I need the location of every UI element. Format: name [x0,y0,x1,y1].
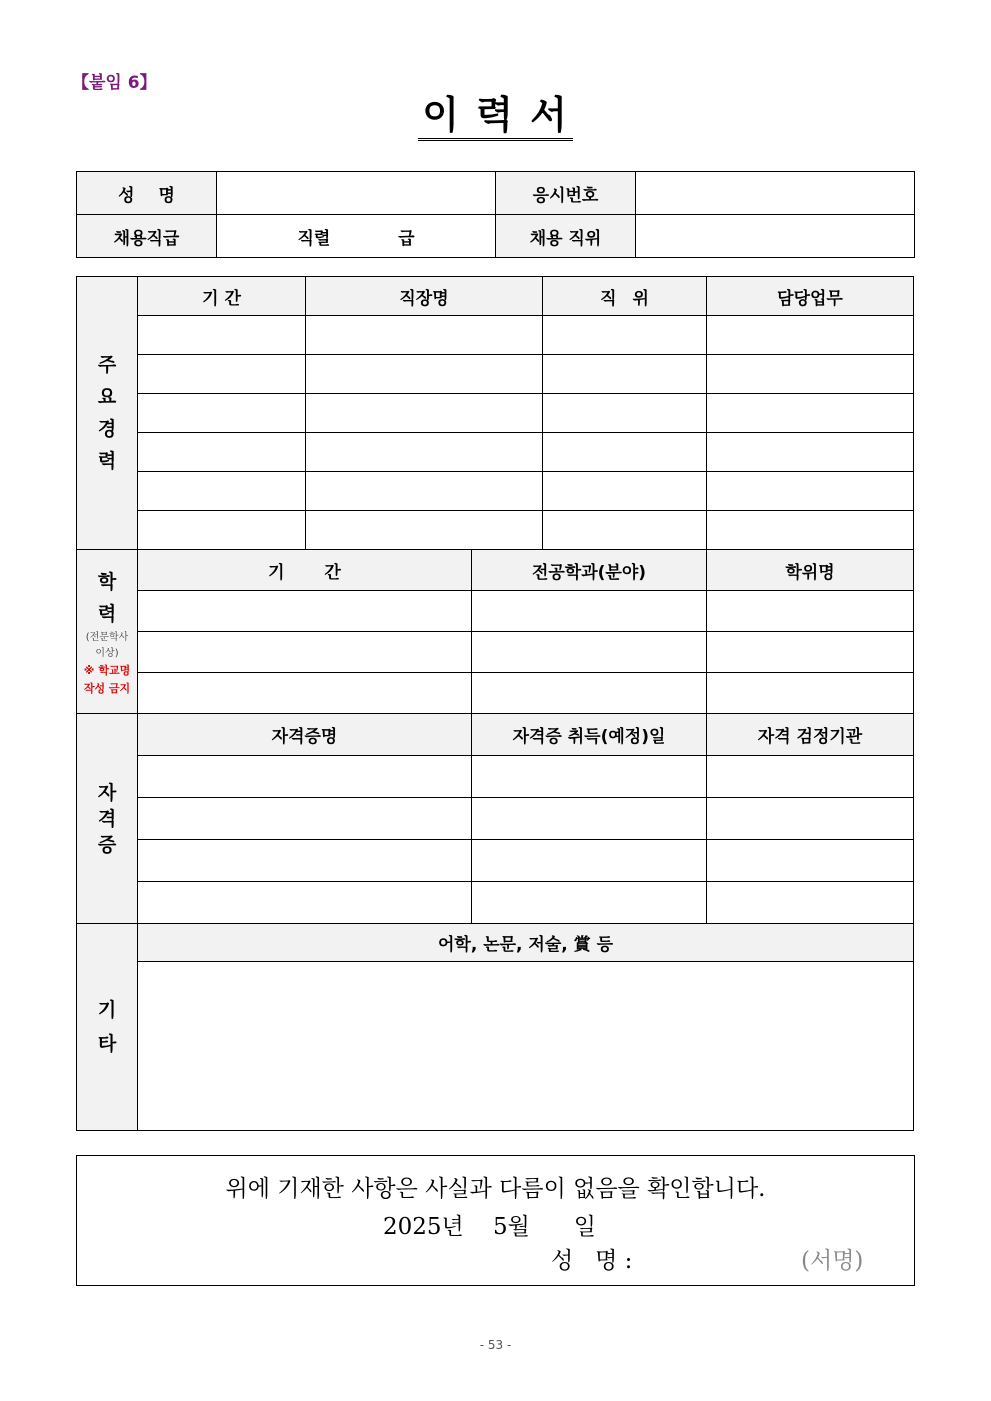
career-side-text: 주요경력 [97,354,117,472]
career-cell[interactable] [306,355,543,394]
certificate-cell[interactable] [472,756,707,798]
career-cell[interactable] [306,511,543,550]
career-cell[interactable] [543,511,707,550]
career-col-position: 직 위 [543,277,707,316]
certificate-cell[interactable] [707,756,914,798]
position-label: 채용 직위 [496,215,636,258]
career-row [77,394,914,433]
career-cell[interactable] [543,316,707,355]
career-cell[interactable] [707,511,914,550]
career-col-duty: 담당업무 [707,277,914,316]
series-grade-field[interactable]: 직렬 급 [217,215,496,258]
confirmation-date: 2025년 5월 일 [383,1214,596,1240]
education-col-major: 전공학과(분야) [472,550,707,591]
career-cell[interactable] [306,316,543,355]
education-col-period: 기 간 [138,550,472,591]
education-section-label [77,550,138,714]
signature-placeholder[interactable]: (서명) [801,1248,864,1274]
education-cell[interactable] [138,591,472,632]
certificate-cell[interactable] [472,882,707,924]
education-cell[interactable] [707,673,914,714]
education-cell[interactable] [707,591,914,632]
certificate-cell[interactable] [138,756,472,798]
certificate-cell[interactable] [707,882,914,924]
career-cell[interactable] [138,511,306,550]
other-section-label [77,924,138,1131]
career-cell[interactable] [707,433,914,472]
confirmation-box [76,1155,915,1286]
certificate-col-agency: 자격 검정기관 [707,714,914,756]
certificate-row [77,756,914,798]
attachment-label: 【붙임 6】 [72,73,157,93]
certificate-cell[interactable] [707,798,914,840]
education-cell[interactable] [472,673,707,714]
education-cell[interactable] [138,673,472,714]
certificate-cell[interactable] [472,840,707,882]
career-cell[interactable] [138,355,306,394]
education-note: (전문학사 이상) [85,631,129,659]
career-col-period: 기 간 [138,277,306,316]
certificate-row [77,882,914,924]
title-text: 이 력 서 [418,92,573,141]
certificate-row [77,798,914,840]
career-cell[interactable] [306,433,543,472]
education-row [77,591,914,632]
certificate-cell[interactable] [138,798,472,840]
position-field[interactable] [636,215,915,258]
certificate-side-text: 자격증 [97,781,117,856]
applicant-info-table [76,171,915,258]
career-cell[interactable] [306,394,543,433]
career-row [77,433,914,472]
career-cell[interactable] [543,355,707,394]
name-field[interactable] [217,172,496,215]
education-col-degree: 학위명 [707,550,914,591]
grade-label: 채용직급 [77,215,217,258]
other-side-text: 기타 [97,999,117,1055]
exam-number-label: 응시번호 [496,172,636,215]
certificate-cell[interactable] [138,840,472,882]
confirmation-statement: 위에 기재한 사항은 사실과 다름이 없음을 확인합니다. [225,1176,766,1202]
confirmation-name-label: 성 명 : [551,1248,633,1274]
career-row [77,316,914,355]
education-side-text: 학력 [97,570,117,625]
education-row [77,673,914,714]
education-cell[interactable] [472,591,707,632]
career-row [77,472,914,511]
career-cell[interactable] [543,472,707,511]
career-section-label [77,277,138,550]
certificate-col-date: 자격증 취득(예정)일 [472,714,707,756]
career-cell[interactable] [707,316,914,355]
page-number: - 53 - [479,1338,512,1352]
page-title [0,92,991,141]
certificate-cell[interactable] [138,882,472,924]
career-row [77,511,914,550]
certificate-section-label [77,714,138,924]
certificate-cell[interactable] [472,798,707,840]
other-content-field[interactable] [138,962,914,1131]
career-cell[interactable] [138,472,306,511]
exam-number-field[interactable] [636,172,915,215]
career-cell[interactable] [138,316,306,355]
education-cell[interactable] [138,632,472,673]
career-cell[interactable] [543,394,707,433]
resume-table [76,276,914,1131]
education-cell[interactable] [472,632,707,673]
education-row [77,632,914,673]
certificate-cell[interactable] [707,840,914,882]
career-cell[interactable] [707,394,914,433]
career-row [77,355,914,394]
career-cell[interactable] [707,355,914,394]
career-cell[interactable] [138,394,306,433]
certificate-col-name: 자격증명 [138,714,472,756]
education-warning: ※ 학교명 작성 금지 [83,663,131,695]
education-cell[interactable] [707,632,914,673]
career-cell[interactable] [543,433,707,472]
name-label: 성 명 [77,172,217,215]
career-cell[interactable] [138,433,306,472]
career-col-company: 직장명 [306,277,543,316]
career-cell[interactable] [707,472,914,511]
other-header: 어학, 논문, 저술, 賞 등 [138,924,914,962]
certificate-row [77,840,914,882]
career-cell[interactable] [306,472,543,511]
